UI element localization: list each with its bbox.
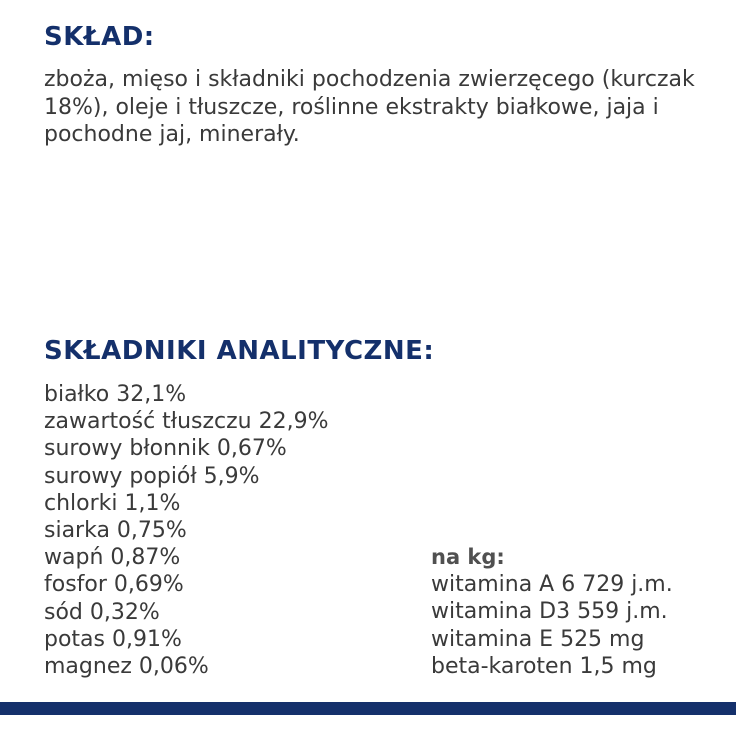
bottom-accent-bar [0,702,736,715]
analytic-constituents-heading: SKŁADNIKI ANALITYCZNE: [44,336,435,366]
analytic-item-sodium: sód 0,32% [44,599,160,625]
per-kg-item-vitamin-e: witamina E 525 mg [431,626,645,652]
analytic-item-potassium: potas 0,91% [44,626,182,652]
analytic-item-protein: białko 32,1% [44,382,187,407]
per-kg-heading: na kg: [431,545,505,569]
per-kg-section [431,544,673,680]
analytic-item-fat: zawartość tłuszczu 22,9% [44,409,329,435]
analytic-item-fibre: surowy błonnik 0,67% [44,436,287,462]
composition-heading: SKŁAD: [44,22,155,52]
per-kg-item-vitamin-d3: witamina D3 559 j.m. [431,599,668,625]
analytic-item-calcium: wapń 0,87% [44,545,181,571]
composition-text: zboża, mięso i składniki pochodzenia zwierzęcego (kurczak 18%), oleje i tłuszcze, roślinne ekstrakty białkowe, jaja i pochodne jaj, minerały. [44,67,695,147]
analytic-item-ash: surowy popiół 5,9% [44,463,260,489]
analytic-item-phosphorus: fosfor 0,69% [44,572,184,598]
analytic-item-sulphur: siarka 0,75% [44,518,187,544]
per-kg-list [431,571,673,680]
analytic-item-chlorides: chlorki 1,1% [44,490,181,516]
per-kg-item-vitamin-a: witamina A 6 729 j.m. [431,572,673,598]
analytic-constituents-list [44,381,329,680]
per-kg-item-beta-carotene: beta-karoten 1,5 mg [431,653,657,679]
analytic-item-magnesium: magnez 0,06% [44,654,209,680]
